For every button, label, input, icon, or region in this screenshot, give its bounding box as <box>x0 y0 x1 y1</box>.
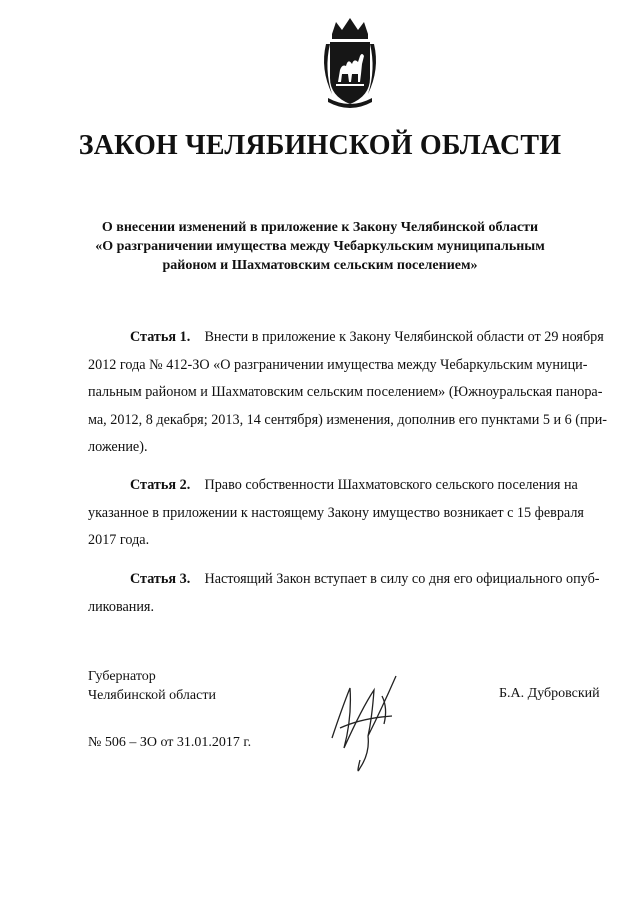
article-2 <box>88 472 608 555</box>
article-label: Статья 3. <box>130 571 191 587</box>
document-subtitle <box>60 218 580 275</box>
article-text: Внести в приложение к Закону Челябинской области от 29 ноября <box>204 329 604 345</box>
article-text: Право собственности Шахматовского сельского поселения на <box>204 477 578 493</box>
article-label: Статья 2. <box>130 477 191 493</box>
signatory-position-line: Губернатор <box>88 669 156 684</box>
handwritten-signature <box>322 668 422 778</box>
subtitle-line: О внесении изменений в приложение к Закону Челябинской области <box>101 220 539 235</box>
article-text: 2017 года. <box>88 532 150 548</box>
subtitle-line: районом и Шахматовским сельским поселением» <box>162 258 478 273</box>
signatory-name: Б.А. Дубровский <box>499 686 600 701</box>
subtitle-line: «О разграничении имущества между Чебаркульским муниципальным <box>95 239 545 254</box>
article-1 <box>88 324 608 462</box>
document-title: ЗАКОН ЧЕЛЯБИНСКОЙ ОБЛАСТИ <box>78 130 562 161</box>
article-text: ма, 2012, 8 декабря; 2013, 14 сентября) изменения, дополнив его пунктами 5 и 6 (при- <box>88 411 608 428</box>
article-text: ложение). <box>88 439 148 455</box>
article-text: 2012 года № 412-ЗО «О разграничении имущества между Чебаркульским муници- <box>88 356 588 373</box>
article-text: ликования. <box>88 598 155 615</box>
article-text: Настоящий Закон вступает в силу со дня его официального опуб- <box>204 571 600 587</box>
coat-of-arms-icon <box>318 14 382 110</box>
signatory-position <box>88 667 216 705</box>
article-3 <box>88 566 608 621</box>
signatory-position-line: Челябинской области <box>88 688 216 703</box>
law-number: № 506 – ЗО от 31.01.2017 г. <box>88 735 252 750</box>
article-text: пальным районом и Шахматовским сельским поселением» (Южноуральская панора- <box>88 384 603 400</box>
article-text: указанное в приложении к настоящему Закону имущество возникает с 15 февраля <box>88 504 584 521</box>
article-label: Статья 1. <box>130 329 191 345</box>
